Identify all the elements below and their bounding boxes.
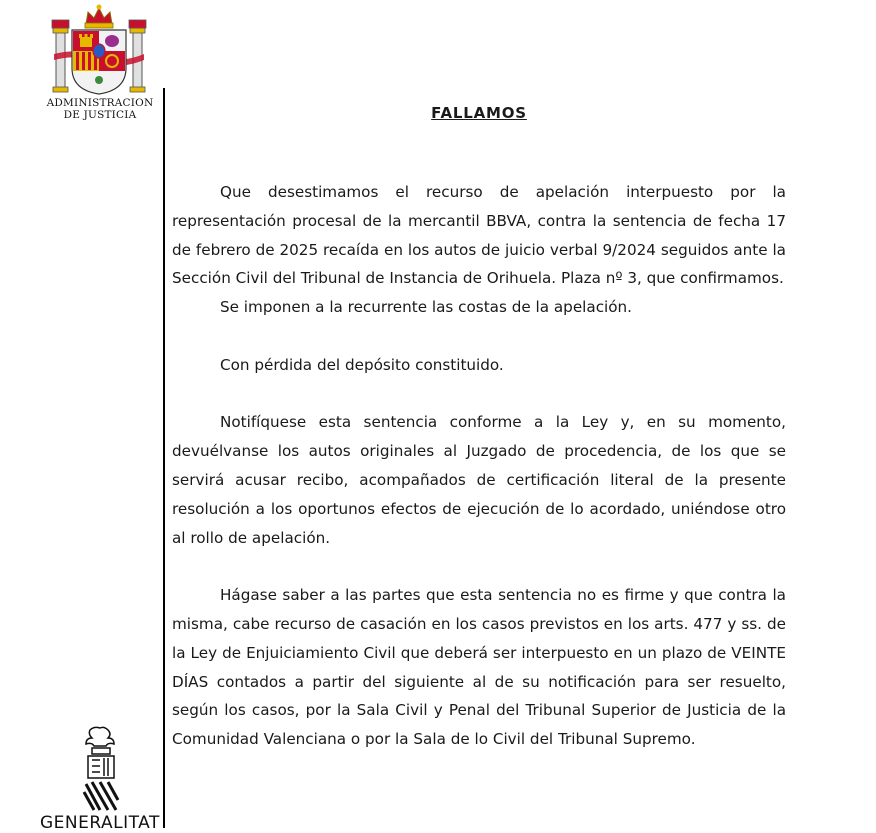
paragraph-appeal-info: Hágase saber a las partes que esta sentencia no es firme y que contra la misma, cabe recurso de casación en los casos previstos en los arts. 477 y ss. de la Ley de Enjuiciamiento Civil que deberá ser interpuesto en un plazo de VEINTE DÍAS contados a partir del siguiente al de su notificación para ser resuelto, según los casos, por la Sala Civil y Penal del Tribunal Superior de Justicia de la Comunidad Valenciana o por la Sala de lo Civil del Tribunal Supremo. — [172, 586, 786, 749]
margin-rule — [163, 88, 165, 828]
generalitat-label: GENERALITAT — [40, 813, 160, 833]
coat-of-arms-icon — [48, 2, 150, 98]
paragraph-costs: Se imponen a la recurrente las costas de la apelación. — [220, 298, 633, 317]
admin-line-2: DE JUSTICIA — [63, 109, 137, 121]
paragraph-deposit: Con pérdida del depósito constituido. — [220, 355, 504, 374]
generalitat-emblem-icon — [80, 726, 122, 812]
administracion-de-justicia-label — [40, 97, 160, 121]
document-body — [172, 178, 786, 754]
admin-line-1: ADMINISTRACION — [46, 97, 154, 109]
document-title: FALLAMOS — [431, 104, 527, 122]
paragraph-dismissal: Que desestimamos el recurso de apelación interpuesto por la representación procesal de la mercantil BBVA, contra la sentencia de fecha 17 de febrero de 2025 recaída en los autos de juicio verbal 9/2024 seguidos ante la Sección Civil del Tribunal de Instancia de Orihuela. Plaza nº 3, que confirmamos. — [172, 183, 786, 288]
paragraph-notification: Notifíquese esta sentencia conforme a la Ley y, en su momento, devuélvanse los autos originales al Juzgado de procedencia, de los que se servirá acusar recibo, acompañados de certificación literal de la presente resolución a los oportunos efectos de ejecución de lo acordado, uniéndose otro al rollo de apelación. — [172, 413, 786, 547]
